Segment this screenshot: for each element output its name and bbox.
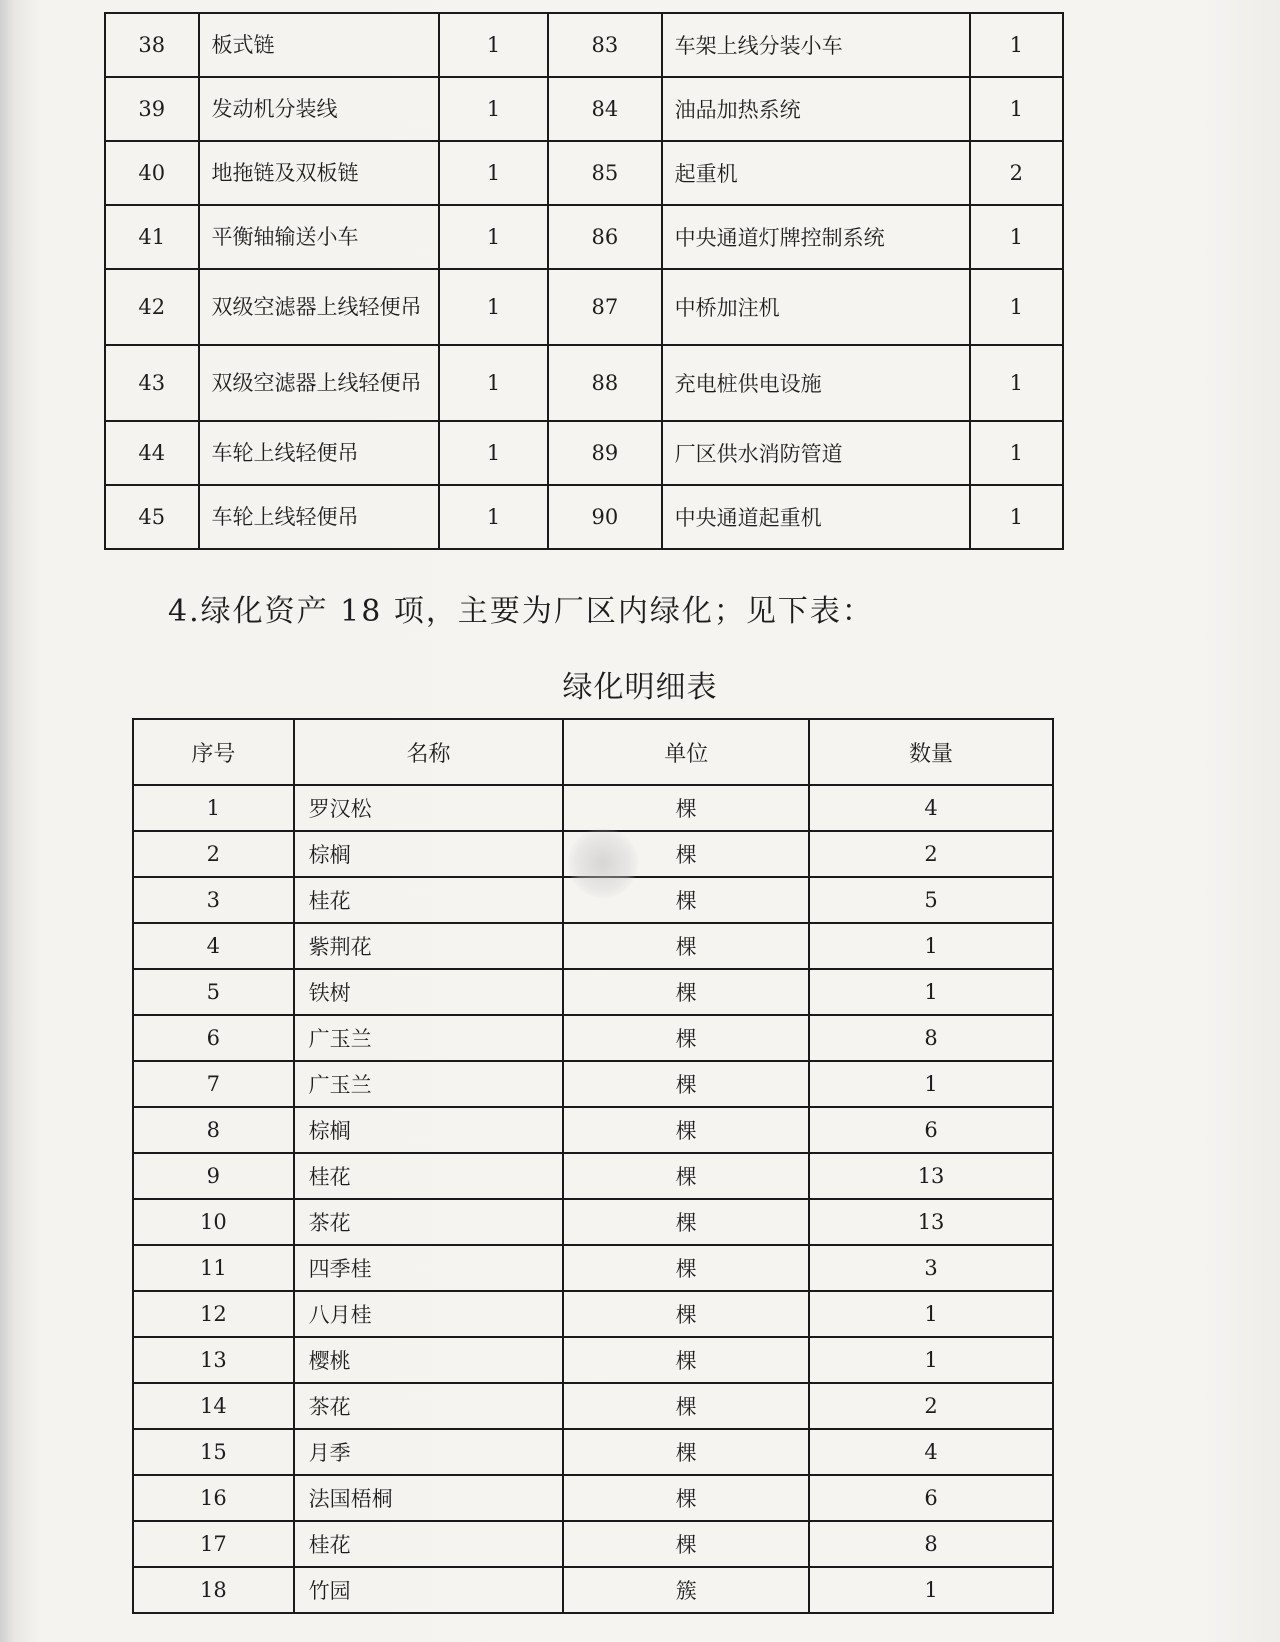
unit: 棵	[563, 1429, 809, 1475]
quantity: 8	[809, 1521, 1053, 1567]
quantity: 4	[809, 1429, 1053, 1475]
item-quantity: 1	[439, 13, 548, 77]
item-quantity: 2	[970, 141, 1063, 205]
row-number: 12	[133, 1291, 294, 1337]
item-number: 88	[548, 345, 661, 421]
plant-name: 茶花	[294, 1199, 564, 1245]
row-number: 5	[133, 969, 294, 1015]
item-quantity: 1	[439, 77, 548, 141]
item-number: 42	[105, 269, 199, 345]
row-number: 13	[133, 1337, 294, 1383]
item-number: 45	[105, 485, 199, 549]
item-quantity: 1	[439, 421, 548, 485]
unit: 棵	[563, 877, 809, 923]
unit: 棵	[563, 1015, 809, 1061]
table-row	[133, 1107, 1053, 1153]
column-header-name: 名称	[294, 719, 564, 785]
plant-name: 桂花	[294, 1153, 564, 1199]
item-quantity: 1	[439, 269, 548, 345]
unit: 棵	[563, 969, 809, 1015]
row-number: 1	[133, 785, 294, 831]
table-row	[105, 421, 1063, 485]
unit: 棵	[563, 1383, 809, 1429]
quantity: 1	[809, 1567, 1053, 1613]
item-name: 车架上线分装小车	[662, 13, 970, 77]
quantity: 2	[809, 1383, 1053, 1429]
column-header-number: 序号	[133, 719, 294, 785]
table-row	[105, 205, 1063, 269]
unit: 棵	[563, 1475, 809, 1521]
item-name: 地拖链及双板链	[199, 141, 439, 205]
item-name: 板式链	[199, 13, 439, 77]
item-quantity: 1	[970, 485, 1063, 549]
unit: 棵	[563, 1107, 809, 1153]
table-title: 绿化明细表	[562, 670, 718, 705]
item-name: 车轮上线轻便吊	[199, 485, 439, 549]
plant-name: 铁树	[294, 969, 564, 1015]
item-name: 起重机	[662, 141, 970, 205]
item-quantity: 1	[970, 421, 1063, 485]
item-name: 油品加热系统	[662, 77, 970, 141]
item-number: 44	[105, 421, 199, 485]
unit: 棵	[563, 785, 809, 831]
item-quantity: 1	[970, 269, 1063, 345]
table-row	[133, 1245, 1053, 1291]
plant-name: 樱桃	[294, 1337, 564, 1383]
quantity: 1	[809, 923, 1053, 969]
unit: 棵	[563, 1061, 809, 1107]
plant-name: 紫荆花	[294, 923, 564, 969]
item-number: 38	[105, 13, 199, 77]
table-row	[133, 1475, 1053, 1521]
item-number: 87	[548, 269, 661, 345]
plant-name: 棕榈	[294, 1107, 564, 1153]
row-number: 18	[133, 1567, 294, 1613]
table-row	[133, 1015, 1053, 1061]
faded-stamp-mark	[568, 828, 638, 898]
quantity: 13	[809, 1199, 1053, 1245]
row-number: 4	[133, 923, 294, 969]
unit: 棵	[563, 1199, 809, 1245]
table-row	[105, 141, 1063, 205]
plant-name: 广玉兰	[294, 1061, 564, 1107]
item-quantity: 1	[970, 345, 1063, 421]
unit: 棵	[563, 831, 809, 877]
table-row	[133, 1061, 1053, 1107]
plant-name: 月季	[294, 1429, 564, 1475]
plant-name: 罗汉松	[294, 785, 564, 831]
plant-name: 桂花	[294, 877, 564, 923]
table-row	[133, 1291, 1053, 1337]
item-number: 40	[105, 141, 199, 205]
row-number: 15	[133, 1429, 294, 1475]
table-row	[133, 923, 1053, 969]
table-row	[133, 1567, 1053, 1613]
item-name: 厂区供水消防管道	[662, 421, 970, 485]
quantity: 4	[809, 785, 1053, 831]
table-row	[133, 969, 1053, 1015]
plant-name: 四季桂	[294, 1245, 564, 1291]
unit: 棵	[563, 1291, 809, 1337]
item-quantity: 1	[970, 205, 1063, 269]
row-number: 6	[133, 1015, 294, 1061]
plant-name: 八月桂	[294, 1291, 564, 1337]
equipment-table	[104, 12, 1064, 550]
table-row	[133, 1337, 1053, 1383]
item-quantity: 1	[439, 141, 548, 205]
unit: 棵	[563, 1521, 809, 1567]
table-row	[105, 13, 1063, 77]
quantity: 5	[809, 877, 1053, 923]
row-number: 3	[133, 877, 294, 923]
plant-name: 棕榈	[294, 831, 564, 877]
table-row	[105, 345, 1063, 421]
row-number: 8	[133, 1107, 294, 1153]
item-number: 39	[105, 77, 199, 141]
table-row	[133, 1383, 1053, 1429]
unit: 棵	[563, 923, 809, 969]
plant-name: 桂花	[294, 1521, 564, 1567]
plant-name: 法国梧桐	[294, 1475, 564, 1521]
row-number: 10	[133, 1199, 294, 1245]
table-row	[133, 1429, 1053, 1475]
table-row	[133, 1521, 1053, 1567]
table-row	[105, 269, 1063, 345]
item-name: 发动机分装线	[199, 77, 439, 141]
column-header-quantity: 数量	[809, 719, 1053, 785]
quantity: 1	[809, 1337, 1053, 1383]
quantity: 1	[809, 1291, 1053, 1337]
row-number: 14	[133, 1383, 294, 1429]
quantity: 6	[809, 1107, 1053, 1153]
quantity: 1	[809, 1061, 1053, 1107]
item-name: 充电桩供电设施	[662, 345, 970, 421]
plant-name: 茶花	[294, 1383, 564, 1429]
item-name: 双级空滤器上线轻便吊	[199, 269, 439, 345]
row-number: 9	[133, 1153, 294, 1199]
item-name: 车轮上线轻便吊	[199, 421, 439, 485]
quantity: 1	[809, 969, 1053, 1015]
item-quantity: 1	[970, 77, 1063, 141]
item-number: 89	[548, 421, 661, 485]
row-number: 2	[133, 831, 294, 877]
item-name: 双级空滤器上线轻便吊	[199, 345, 439, 421]
row-number: 11	[133, 1245, 294, 1291]
item-number: 83	[548, 13, 661, 77]
item-quantity: 1	[970, 13, 1063, 77]
table-row	[133, 1153, 1053, 1199]
column-header-unit: 单位	[563, 719, 809, 785]
item-name: 平衡轴输送小车	[199, 205, 439, 269]
item-number: 86	[548, 205, 661, 269]
item-quantity: 1	[439, 205, 548, 269]
item-number: 85	[548, 141, 661, 205]
row-number: 17	[133, 1521, 294, 1567]
row-number: 16	[133, 1475, 294, 1521]
item-quantity: 1	[439, 485, 548, 549]
quantity: 13	[809, 1153, 1053, 1199]
unit: 棵	[563, 1153, 809, 1199]
unit: 棵	[563, 1337, 809, 1383]
row-number: 7	[133, 1061, 294, 1107]
table-header-row	[133, 719, 1053, 785]
table-row	[133, 1199, 1053, 1245]
table-row	[105, 485, 1063, 549]
unit: 棵	[563, 1245, 809, 1291]
plant-name: 竹园	[294, 1567, 564, 1613]
section-heading: 4.绿化资产 18 项，主要为厂区内绿化；见下表：	[168, 594, 874, 629]
quantity: 3	[809, 1245, 1053, 1291]
item-number: 43	[105, 345, 199, 421]
quantity: 6	[809, 1475, 1053, 1521]
unit: 簇	[563, 1567, 809, 1613]
table-row	[105, 77, 1063, 141]
quantity: 8	[809, 1015, 1053, 1061]
table-row	[133, 785, 1053, 831]
plant-name: 广玉兰	[294, 1015, 564, 1061]
quantity: 2	[809, 831, 1053, 877]
item-name: 中央通道灯牌控制系统	[662, 205, 970, 269]
item-quantity: 1	[439, 345, 548, 421]
item-name: 中央通道起重机	[662, 485, 970, 549]
item-number: 41	[105, 205, 199, 269]
item-number: 84	[548, 77, 661, 141]
item-number: 90	[548, 485, 661, 549]
item-name: 中桥加注机	[662, 269, 970, 345]
